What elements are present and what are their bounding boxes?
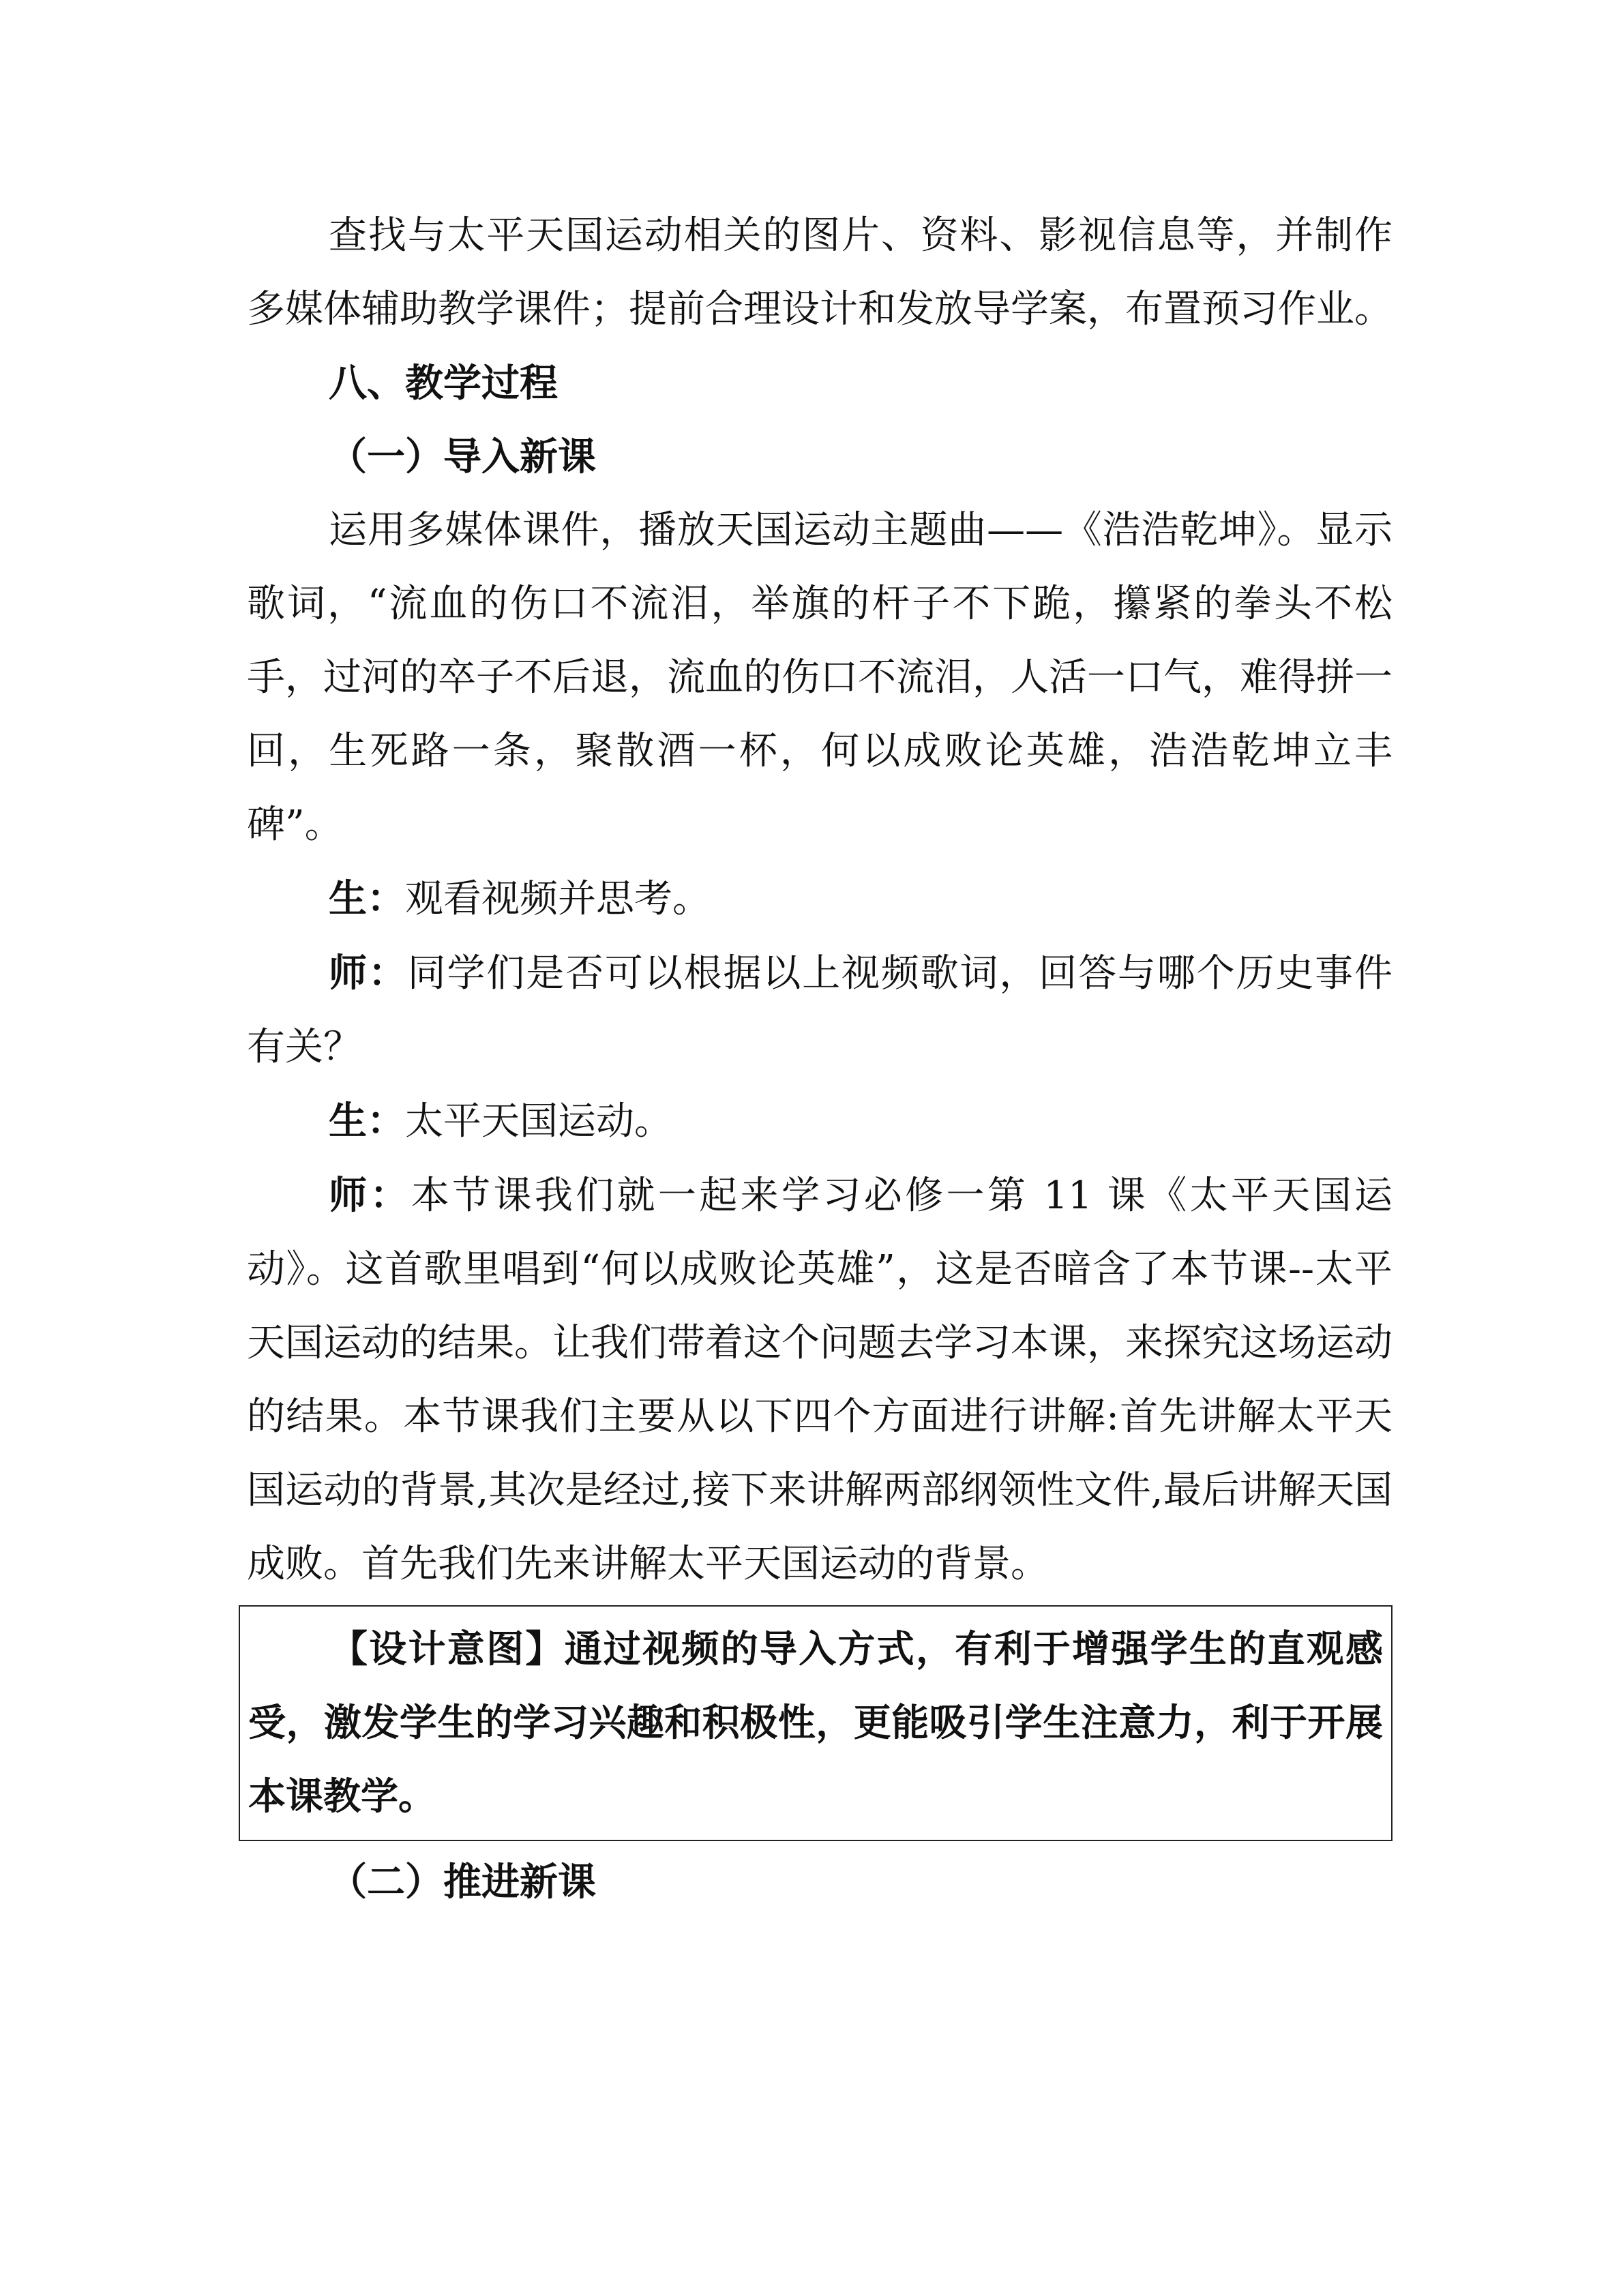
section-heading-teaching-process: 八、教学过程 xyxy=(329,361,558,406)
dialog-text: 本节课我们就一起来学习必修一第 11 课《太平天国运动》。这首歌里唱到“何以成败论英雄”，这是否暗含了本节课--太平天国运动的结果。让我们带着这个问题去学习本课，来探究这场运动的结果。本节课我们主要从以下四个方面进行讲解:首先讲解太平天国运动的背景,其次是经过,接下来讲解两部纲领性文件,最后讲解天国成败。首先我们先来讲解太平天国运动的背景。 xyxy=(247,1174,1393,1586)
dialog-student-2 xyxy=(247,1084,1393,1159)
dialog-student-1 xyxy=(247,862,1393,936)
sub-heading-new-lesson: （二）推进新课 xyxy=(329,1860,596,1905)
dialog-text: 太平天国运动。 xyxy=(405,1099,672,1144)
document-body xyxy=(247,199,1393,1919)
design-intent-box xyxy=(239,1605,1393,1841)
speaker-label: 生： xyxy=(329,876,405,921)
sub-heading-introduction: （一）导入新课 xyxy=(329,434,596,479)
dialog-teacher-2 xyxy=(247,1159,1393,1601)
design-intent-text: 【设计意图】通过视频的导入方式，有利于增强学生的直观感受，激发学生的学习兴趣和积极性，更能吸引学生注意力，利于开展本课教学。 xyxy=(248,1627,1383,1818)
dialog-text: 同学们是否可以根据以上视频歌词，回答与哪个历史事件有关？ xyxy=(247,951,1393,1069)
dialog-text: 观看视频并思考。 xyxy=(405,877,711,921)
introduction-paragraph: 运用多媒体课件，播放天国运动主题曲——《浩浩乾坤》。显示歌词，“流血的伤口不流泪，举旗的杆子不下跪，攥紧的拳头不松手，过河的卒子不后退，流血的伤口不流泪，人活一口气，难得拼一回，生死路一条，聚散酒一杯，何以成败论英雄，浩浩乾坤立丰碑”。 xyxy=(247,508,1393,847)
speaker-label: 师： xyxy=(329,951,408,996)
speaker-label: 师： xyxy=(329,1173,411,1218)
speaker-label: 生： xyxy=(329,1099,405,1144)
preparation-paragraph: 查找与太平天国运动相关的图片、资料、影视信息等，并制作多媒体辅助教学课件；提前合理设计和发放导学案，布置预习作业。 xyxy=(247,213,1393,331)
dialog-teacher-1 xyxy=(247,936,1393,1084)
